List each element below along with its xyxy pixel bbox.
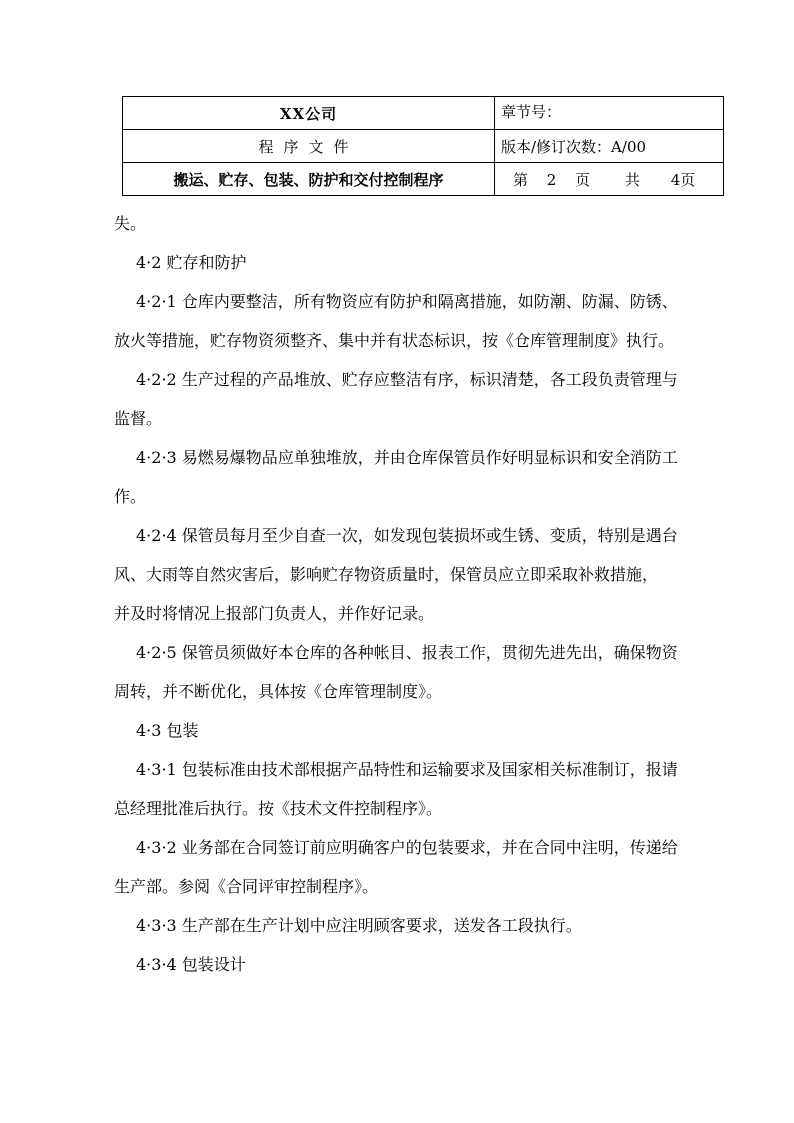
document-body xyxy=(114,204,696,984)
text-line: 监督。 xyxy=(114,409,163,428)
procedure-title: 搬运、贮存、包装、防护和交付控制程序 xyxy=(123,163,495,196)
chapter-number: 章节号： xyxy=(495,97,724,130)
page-prefix: 第 xyxy=(513,170,529,189)
page-mid: 页 xyxy=(575,170,591,189)
text-line: 并及时将情况上报部门负责人，并作好记录。 xyxy=(114,604,435,623)
text-line: 总经理批准后执行。按《技术文件控制程序》。 xyxy=(114,799,443,818)
text-line: 4·3·2 业务部在合同签订前应明确客户的包装要求，并在合同中注明，传递给 xyxy=(136,838,678,857)
text-line: 4·2·1 仓库内要整洁，所有物资应有防护和隔离措施，如防潮、防漏、防锈、 xyxy=(136,292,678,311)
text-line: 放火等措施，贮存物资须整齐、集中并有状态标识，按《仓库管理制度》执行。 xyxy=(114,331,675,350)
text-line: 周转，并不断优化，具体按《仓库管理制度》。 xyxy=(114,682,443,701)
page-number: 2 xyxy=(546,170,557,189)
text-line: 4·3·4 包装设计 xyxy=(136,955,246,974)
section-heading: 4·2 贮存和防护 xyxy=(136,253,247,272)
version-info: 版本/修订次数：A/00 xyxy=(495,130,724,163)
text-line: 4·2·3 易燃易爆物品应单独堆放，并由仓库保管员作好明显标识和安全消防工 xyxy=(136,448,678,467)
text-line: 4·3·1 包装标准由技术部根据产品特性和运输要求及国家相关标准制订，报请 xyxy=(136,760,678,779)
text-line: 4·2·4 保管员每月至少自查一次，如发现包装损坏或生锈、变质，特别是遇台 xyxy=(136,526,678,545)
text-line: 生产部。参阅《合同评审控制程序》。 xyxy=(114,877,379,896)
document-type: 程序文件 xyxy=(123,130,495,163)
text-line: 4·2·5 保管员须做好本仓库的各种帐目、报表工作，贯彻先进先出，确保物资 xyxy=(136,643,678,662)
text-line: 风、大雨等自然灾害后，影响贮存物资质量时，保管员应立即采取补救措施， xyxy=(114,565,659,584)
section-heading: 4·3 包装 xyxy=(136,721,199,740)
page-info xyxy=(495,163,724,196)
text-line: 4·3·3 生产部在生产计划中应注明顾客要求，送发各工段执行。 xyxy=(136,916,582,935)
company-name: XX公司 xyxy=(123,97,495,130)
document-header-table xyxy=(122,96,724,196)
text-line: 4·2·2 生产过程的产品堆放、贮存应整洁有序，标识清楚，各工段负责管理与 xyxy=(136,370,678,389)
page-total: 4页 xyxy=(670,170,696,189)
text-line: 作。 xyxy=(114,487,147,506)
page-total-prefix: 共 xyxy=(624,170,640,189)
text-line: 失。 xyxy=(114,214,147,233)
